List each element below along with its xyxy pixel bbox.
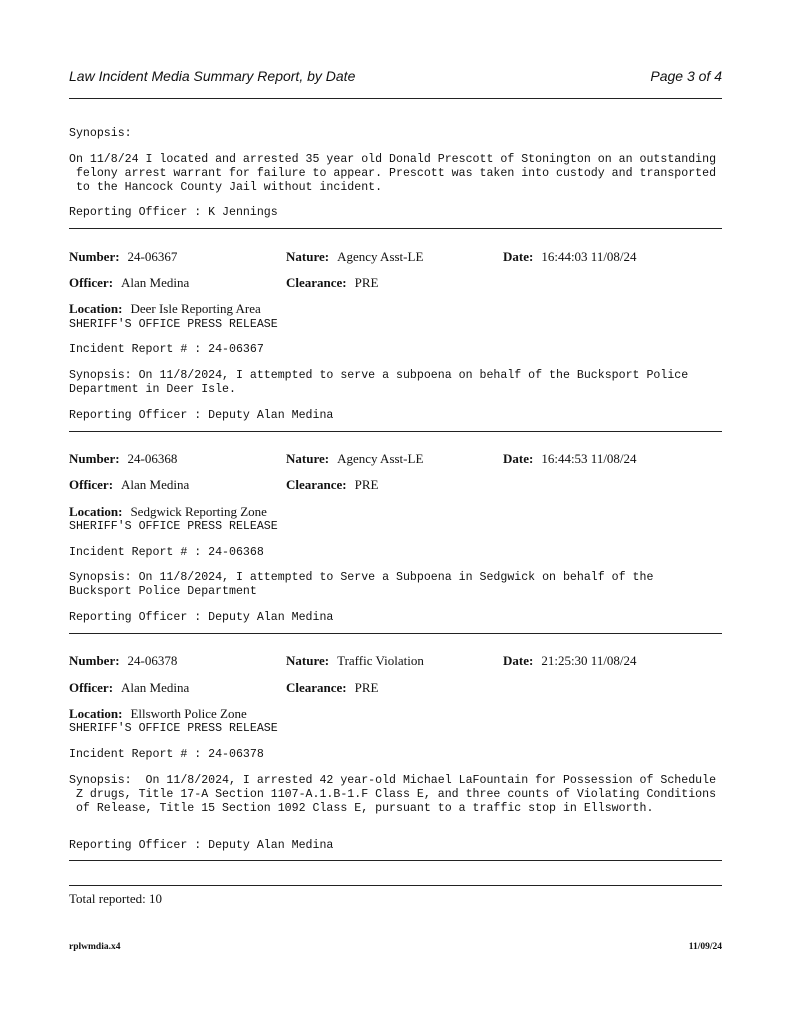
location-value: Deer Isle Reporting Area <box>130 301 261 316</box>
synopsis-line: On 11/8/24 I located and arrested 35 year old Donald Prescott of Stonington on an outstanding <box>69 153 717 166</box>
nature-value: Agency Asst-LE <box>337 451 424 466</box>
synopsis-line: of Release, Title 15 Section 1092 Class E, pursuant to a traffic stop in Ellsworth. <box>69 802 654 815</box>
reporting-officer: Reporting Officer : Deputy Alan Medina <box>69 611 334 624</box>
officer-label: Officer: <box>69 477 114 492</box>
synopsis-line: Department in Deer Isle. <box>69 383 236 396</box>
press-release: SHERIFF'S OFFICE PRESS RELEASE <box>69 722 278 735</box>
incident-report-number: Incident Report # : 24-06378 <box>69 748 264 761</box>
clearance-label: Clearance: <box>286 477 347 492</box>
incident-clearance <box>286 680 378 696</box>
incident-number <box>69 249 177 265</box>
reporting-officer: Reporting Officer : Deputy Alan Medina <box>69 839 334 852</box>
nature-label: Nature: <box>286 249 330 264</box>
synopsis-line: felony arrest warrant for failure to appear. Prescott was taken into custody and transported <box>69 167 717 180</box>
officer-value: Alan Medina <box>121 680 190 695</box>
clearance-label: Clearance: <box>286 275 347 290</box>
incident-date <box>503 451 637 467</box>
date-value: 16:44:53 11/08/24 <box>541 451 637 466</box>
reporting-officer: Reporting Officer : Deputy Alan Medina <box>69 409 334 422</box>
clearance-value: PRE <box>354 680 379 695</box>
total-reported: Total reported: 10 <box>69 891 162 906</box>
press-release: SHERIFF'S OFFICE PRESS RELEASE <box>69 318 278 331</box>
incident-nature <box>286 249 423 265</box>
synopsis-line: Z drugs, Title 17-A Section 1107-A.1.B-1.F Class E, and three counts of Violating Conditions <box>69 788 717 801</box>
officer-value: Alan Medina <box>121 477 190 492</box>
synopsis-line: Synopsis: On 11/8/2024, I arrested 42 year-old Michael LaFountain for Possession of Schedule <box>69 774 717 787</box>
synopsis-line: to the Hancock County Jail without incident. <box>69 181 383 194</box>
number-value: 24-06368 <box>127 451 178 466</box>
report-title: Law Incident Media Summary Report, by Date <box>69 68 356 84</box>
incident-clearance <box>286 275 378 291</box>
location-label: Location: <box>69 504 123 519</box>
incident-officer <box>69 680 189 696</box>
page-number: Page 3 of 4 <box>650 68 722 84</box>
date-value: 21:25:30 11/08/24 <box>541 653 637 668</box>
number-label: Number: <box>69 451 120 466</box>
header-divider <box>69 98 722 99</box>
location-value: Sedgwick Reporting Zone <box>130 504 267 519</box>
date-value: 16:44:03 11/08/24 <box>541 249 637 264</box>
footer-print-date: 11/09/24 <box>688 942 722 952</box>
nature-value: Agency Asst-LE <box>337 249 424 264</box>
date-label: Date: <box>503 249 534 264</box>
section-divider <box>69 633 722 634</box>
officer-value: Alan Medina <box>121 275 190 290</box>
incident-nature <box>286 653 424 669</box>
section-divider <box>69 228 722 229</box>
officer-label: Officer: <box>69 680 114 695</box>
incident-report-number: Incident Report # : 24-06368 <box>69 546 264 559</box>
nature-value: Traffic Violation <box>337 653 424 668</box>
totals-divider <box>69 885 722 886</box>
number-label: Number: <box>69 249 120 264</box>
incident-nature <box>286 451 423 467</box>
location-label: Location: <box>69 301 123 316</box>
nature-label: Nature: <box>286 653 330 668</box>
officer-label: Officer: <box>69 275 114 290</box>
synopsis-line: Synopsis: On 11/8/2024, I attempted to serve a subpoena on behalf of the Bucksport Police <box>69 369 689 382</box>
incident-location <box>69 301 261 317</box>
number-value: 24-06367 <box>127 249 178 264</box>
number-value: 24-06378 <box>127 653 178 668</box>
incident-number <box>69 451 177 467</box>
number-label: Number: <box>69 653 120 668</box>
location-value: Ellsworth Police Zone <box>130 706 247 721</box>
incident-officer <box>69 275 189 291</box>
press-release: SHERIFF'S OFFICE PRESS RELEASE <box>69 520 278 533</box>
incident-number <box>69 653 177 669</box>
clearance-value: PRE <box>354 275 379 290</box>
clearance-value: PRE <box>354 477 379 492</box>
incident-location <box>69 504 267 520</box>
clearance-label: Clearance: <box>286 680 347 695</box>
reporting-officer: Reporting Officer : K Jennings <box>69 206 278 219</box>
synopsis-label: Synopsis: <box>69 127 132 140</box>
incident-report-number: Incident Report # : 24-06367 <box>69 343 264 356</box>
synopsis-line: Bucksport Police Department <box>69 585 257 598</box>
date-label: Date: <box>503 451 534 466</box>
incident-location <box>69 706 247 722</box>
nature-label: Nature: <box>286 451 330 466</box>
incident-date <box>503 653 637 669</box>
section-divider <box>69 431 722 432</box>
location-label: Location: <box>69 706 123 721</box>
incident-date <box>503 249 637 265</box>
footer-report-code: rplwmdia.x4 <box>69 942 121 952</box>
synopsis-line: Synopsis: On 11/8/2024, I attempted to Serve a Subpoena in Sedgwick on behalf of the <box>69 571 654 584</box>
section-divider <box>69 860 722 861</box>
date-label: Date: <box>503 653 534 668</box>
incident-clearance <box>286 477 378 493</box>
incident-officer <box>69 477 189 493</box>
